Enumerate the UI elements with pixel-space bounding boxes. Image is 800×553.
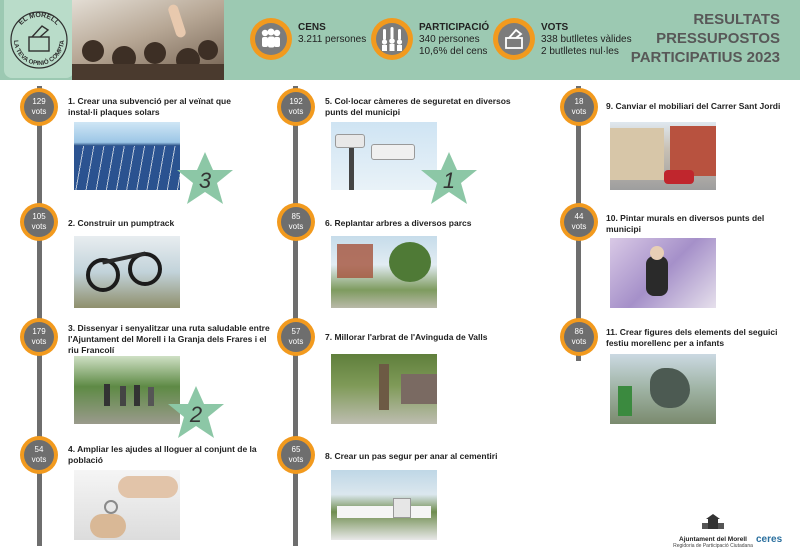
vote-badge: 179 vots — [20, 318, 58, 356]
project-title: 7. Millorar l'arbrat de l'Avinguda de Valls — [325, 332, 488, 342]
project-title: 1. Crear una subvenció per al veïnat que instal·li plaques solars — [68, 96, 231, 117]
department-name: Regidoria de Participació Ciutadana — [673, 543, 753, 549]
stat-value-2: 2 butlletes nul·les — [541, 46, 619, 57]
svg-text:LA TEVA OPINIÓ COMPTA: LA TEVA OPINIÓ COMPTA — [11, 39, 67, 68]
street-furniture-photo — [610, 122, 716, 190]
project-title: 10. Pintar murals en diversos punts del municipi — [606, 213, 765, 234]
project-title: 4. Ampliar les ajudes al lloguer al conjunt de la població — [68, 444, 257, 465]
vote-badge: 54 vots — [20, 436, 58, 474]
ajuntament-logo — [668, 513, 758, 549]
vote-badge: 105 vots — [20, 203, 58, 241]
vote-badge: 57 vots — [277, 318, 315, 356]
stat-value: 338 butlletes vàlides — [541, 34, 632, 45]
stat-value-2: 10,6% del cens — [419, 46, 488, 57]
stat-label: PARTICIPACIÓ — [419, 22, 490, 33]
project-title: 9. Canviar el mobiliari del Carrer Sant Jordi — [606, 101, 781, 111]
vote-badge: 129 vots — [20, 88, 58, 126]
murals-painting-photo — [610, 238, 716, 308]
el-morell-logo — [4, 0, 74, 78]
svg-text:EL MORELL: EL MORELL — [17, 11, 61, 27]
project-title: 8. Crear un pas segur per anar al cementiri — [325, 451, 498, 461]
stat-value: 340 persones — [419, 34, 480, 45]
timeline-line-2 — [293, 86, 298, 546]
rank-star: 1 — [418, 150, 480, 212]
timeline-line-1 — [37, 86, 42, 546]
vote-badge: 18 vots — [560, 88, 598, 126]
vote-badge: 192 vots — [277, 88, 315, 126]
page-title: RESULTATS PRESSUPOSTOS PARTICIPATIUS 2023 — [630, 11, 780, 66]
cemetery-path-photo — [331, 470, 437, 540]
solar-panels-photo — [74, 122, 180, 190]
ballot-box-icon — [493, 18, 535, 60]
vote-badge: 86 vots — [560, 318, 598, 356]
people-icon — [250, 18, 292, 60]
project-title: 3. Dissenyar i senyalitzar una ruta saludable entre l'Ajuntament del Morell i la Granja dels Frares i el riu Francolí — [68, 323, 270, 355]
park-trees-photo — [331, 236, 437, 308]
house-keys-photo — [74, 470, 180, 540]
avenue-trees-photo — [331, 354, 437, 424]
project-title: 6. Replantar arbres a diversos parcs — [325, 218, 472, 228]
stat-label: VOTS — [541, 22, 569, 33]
festive-dragon-figure-photo — [610, 354, 716, 424]
stat-label: CENS — [298, 22, 326, 33]
header-photo-raised-hands — [72, 0, 224, 80]
town-name: Ajuntament del Morell — [679, 536, 747, 543]
project-title: 5. Col·locar càmeres de seguretat en diversos punts del municipi — [325, 96, 511, 117]
rank-star: 2 — [165, 384, 227, 446]
pumptrack-bike-photo — [74, 236, 180, 308]
ceres-logo: ceres — [756, 534, 783, 545]
header-band — [0, 0, 800, 80]
project-title: 2. Construir un pumptrack — [68, 218, 175, 228]
vote-badge: 85 vots — [277, 203, 315, 241]
raised-hands-icon — [371, 18, 413, 60]
rank-star: 3 — [174, 150, 236, 212]
vote-badge: 65 vots — [277, 436, 315, 474]
project-title: 11. Crear figures dels elements del seguici festiu morellenc per a infants — [606, 327, 778, 348]
stat-value: 3.211 persones — [298, 34, 367, 45]
vote-badge: 44 vots — [560, 203, 598, 241]
town-hall-icon — [668, 513, 758, 529]
